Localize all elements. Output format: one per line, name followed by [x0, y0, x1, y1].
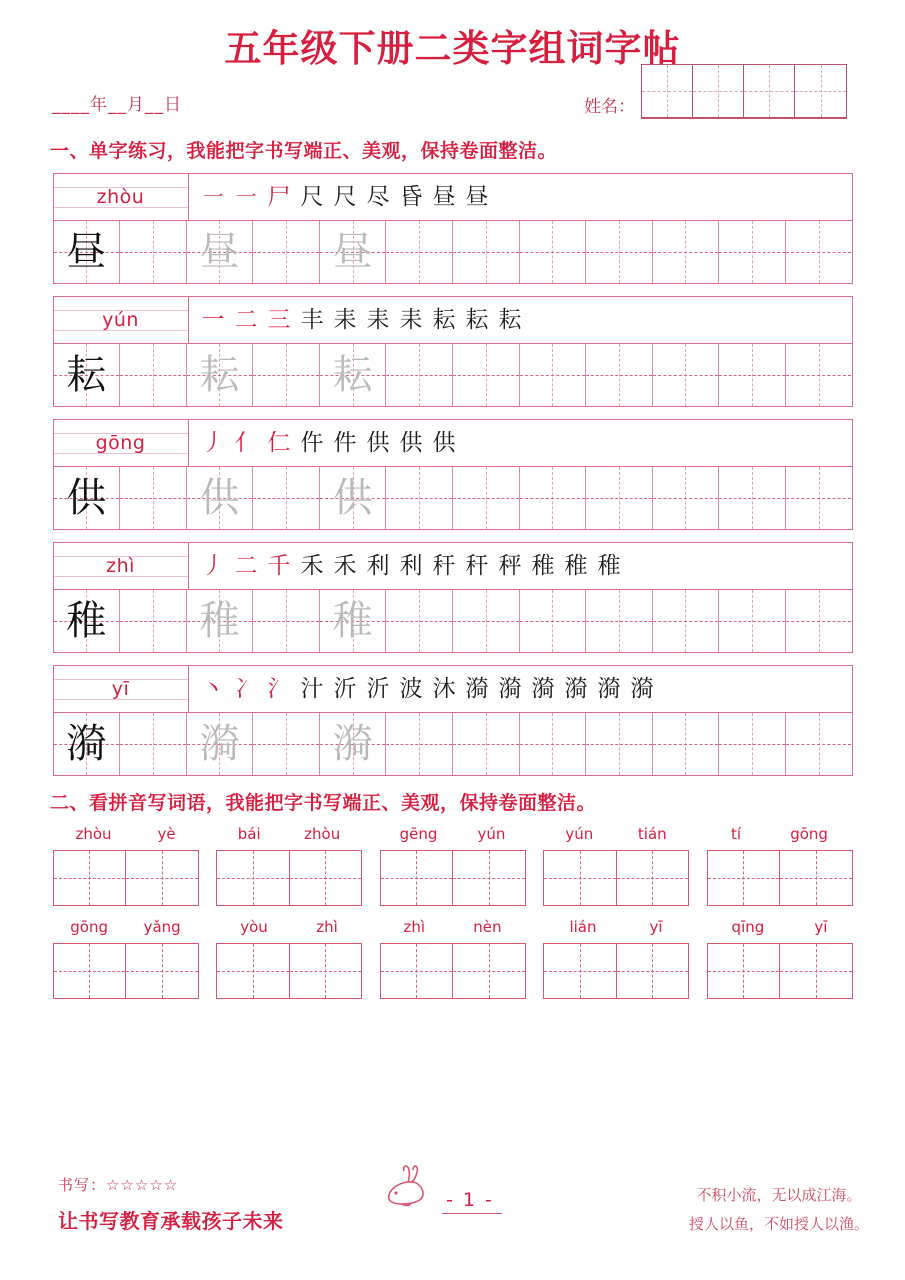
model-character: 漪: [66, 721, 107, 767]
practice-cell[interactable]: [786, 221, 852, 283]
practice-cell[interactable]: [653, 713, 720, 775]
footer: [0, 1152, 905, 1262]
practice-cell[interactable]: [187, 344, 254, 406]
practice-cell[interactable]: [586, 221, 653, 283]
practice-cell[interactable]: [719, 713, 786, 775]
model-character: 耘: [66, 352, 107, 398]
practice-cell[interactable]: [453, 467, 520, 529]
stroke-step: 漪: [498, 675, 522, 702]
practice-grid: [54, 590, 852, 652]
word-boxes: [53, 850, 199, 906]
stroke-step: 一: [201, 306, 225, 333]
pinyin-syllable: yī: [649, 918, 663, 936]
date-line: ____年__月__日: [52, 95, 182, 115]
stroke-step: 利: [399, 552, 423, 579]
stroke-step: 漪: [630, 675, 654, 702]
stroke-step: 沂: [366, 675, 390, 702]
footer-slogan: 让书写教育承载孩子未来: [58, 1209, 284, 1233]
practice-cell[interactable]: [586, 713, 653, 775]
pinyin-syllable: gōng: [70, 918, 109, 936]
practice-cell[interactable]: [586, 590, 653, 652]
stroke-step: 尺: [333, 183, 357, 210]
section-heading-1: 一、单字练习，我能把字书写端正、美观，保持卷面整洁。: [50, 140, 558, 162]
practice-cell[interactable]: [719, 590, 786, 652]
trace-character: 漪: [199, 721, 240, 767]
rating-label: 书写：: [58, 1176, 107, 1194]
handwriting-rating[interactable]: [58, 1174, 284, 1195]
trace-character: 供: [332, 475, 373, 521]
stroke-step: 昏: [399, 183, 423, 210]
word-group: [707, 825, 853, 906]
stroke-step: 尸: [267, 183, 291, 210]
practice-cell[interactable]: [120, 344, 187, 406]
stroke-step: 稚: [597, 552, 621, 579]
model-character: 稚: [66, 598, 107, 644]
char-practice-block: [53, 542, 853, 653]
practice-cell[interactable]: [253, 221, 320, 283]
word-cell[interactable]: [54, 851, 127, 905]
stroke-step: 稚: [564, 552, 588, 579]
practice-cell[interactable]: [120, 467, 187, 529]
pinyin-cell: [54, 543, 189, 589]
stroke-step: 禾: [300, 552, 324, 579]
stroke-step: 二: [234, 552, 258, 579]
practice-cell[interactable]: [253, 713, 320, 775]
practice-cell[interactable]: [320, 221, 387, 283]
page-number: - 1 -: [442, 1189, 502, 1214]
word-practice-rows: [53, 825, 853, 999]
page-title: 五年级下册二类字组词字帖: [224, 27, 681, 70]
word-cell[interactable]: [217, 944, 290, 998]
practice-cell[interactable]: [786, 713, 852, 775]
word-boxes: [53, 943, 199, 999]
practice-cell[interactable]: [54, 344, 121, 406]
practice-cell[interactable]: [187, 467, 254, 529]
word-pinyin: [380, 825, 526, 845]
stroke-order-row: [54, 174, 852, 221]
word-cell[interactable]: [617, 944, 689, 998]
practice-cell[interactable]: [653, 344, 720, 406]
practice-cell[interactable]: [719, 221, 786, 283]
name-field-wrap: [584, 64, 847, 119]
pinyin-syllable: qīng: [731, 918, 765, 936]
practice-cell[interactable]: [586, 344, 653, 406]
practice-cell[interactable]: [54, 221, 121, 283]
stroke-step: 昼: [432, 183, 456, 210]
pinyin-text: zhì: [106, 555, 135, 577]
stroke-step: 漪: [531, 675, 555, 702]
word-cell[interactable]: [544, 944, 617, 998]
pinyin-syllable: tí: [731, 825, 742, 843]
practice-cell[interactable]: [520, 713, 587, 775]
practice-cell[interactable]: [54, 713, 121, 775]
char-practice-block: [53, 665, 853, 776]
stroke-step: 秤: [498, 552, 522, 579]
stroke-step: 丶: [201, 675, 225, 702]
practice-cell[interactable]: [320, 713, 387, 775]
practice-cell[interactable]: [386, 590, 453, 652]
word-pinyin: [380, 918, 526, 938]
practice-cell[interactable]: [253, 344, 320, 406]
practice-grid: [54, 221, 852, 283]
word-cell[interactable]: [126, 851, 198, 905]
word-group: [53, 918, 199, 999]
practice-cell[interactable]: [586, 467, 653, 529]
stroke-step: 件: [333, 429, 357, 456]
stroke-step: 沐: [432, 675, 456, 702]
pinyin-syllable: zhòu: [304, 825, 341, 843]
practice-cell[interactable]: [386, 344, 453, 406]
char-practice-blocks: [0, 173, 905, 776]
name-cell[interactable]: [744, 65, 795, 117]
pinyin-syllable: gēng: [399, 825, 438, 843]
stroke-step: 供: [399, 429, 423, 456]
practice-cell[interactable]: [520, 221, 587, 283]
practice-cell[interactable]: [120, 221, 187, 283]
word-boxes: [543, 850, 689, 906]
word-cell[interactable]: [453, 944, 525, 998]
word-cell[interactable]: [217, 851, 290, 905]
practice-cell[interactable]: [786, 590, 852, 652]
practice-cell[interactable]: [386, 467, 453, 529]
practice-cell[interactable]: [653, 590, 720, 652]
stroke-order-row: [54, 420, 852, 467]
practice-cell[interactable]: [719, 467, 786, 529]
pinyin-syllable: yǎng: [143, 918, 181, 936]
stroke-steps: [189, 543, 852, 589]
stroke-step: ㇐: [234, 183, 258, 210]
practice-cell[interactable]: [520, 344, 587, 406]
word-pinyin: [543, 918, 689, 938]
word-cell[interactable]: [708, 851, 781, 905]
word-boxes: [380, 943, 526, 999]
word-row: [53, 825, 853, 906]
stroke-step: 稚: [531, 552, 555, 579]
quote-line-2: 授人以鱼，不如授人以渔。: [688, 1214, 869, 1233]
practice-cell[interactable]: [187, 713, 254, 775]
stroke-steps: [189, 420, 852, 466]
word-row: [53, 918, 853, 999]
practice-grid: [54, 344, 852, 406]
trace-character: 供: [199, 475, 240, 521]
stroke-step: 昼: [465, 183, 489, 210]
stroke-step: 耒: [333, 306, 357, 333]
rating-stars[interactable]: ☆☆☆☆☆: [106, 1176, 179, 1194]
model-character: 昼: [66, 229, 107, 275]
pinyin-syllable: yún: [565, 825, 594, 843]
practice-cell[interactable]: [187, 590, 254, 652]
name-grid[interactable]: [641, 64, 847, 119]
word-cell[interactable]: [453, 851, 525, 905]
word-cell[interactable]: [54, 944, 127, 998]
word-boxes: [216, 943, 362, 999]
trace-character: 耘: [199, 352, 240, 398]
stroke-step: 耘: [465, 306, 489, 333]
practice-cell[interactable]: [520, 590, 587, 652]
char-practice-block: [53, 419, 853, 530]
practice-cell[interactable]: [54, 467, 121, 529]
practice-cell[interactable]: [520, 467, 587, 529]
practice-cell[interactable]: [653, 467, 720, 529]
word-pinyin: [216, 918, 362, 938]
model-character: 供: [66, 475, 107, 521]
header-row: [0, 64, 905, 126]
stroke-step: 供: [366, 429, 390, 456]
stroke-order-row: [54, 297, 852, 344]
pinyin-syllable: zhòu: [75, 825, 112, 843]
stroke-step: 三: [267, 306, 291, 333]
stroke-step: 耒: [399, 306, 423, 333]
practice-cell[interactable]: [719, 344, 786, 406]
word-pinyin: [216, 825, 362, 845]
word-cell[interactable]: [381, 851, 454, 905]
stroke-step: 秆: [465, 552, 489, 579]
word-cell[interactable]: [780, 944, 852, 998]
stroke-step: 耘: [498, 306, 522, 333]
footer-quotes: [689, 1181, 869, 1238]
name-cell[interactable]: [642, 65, 693, 117]
rabbit-icon: [382, 1163, 442, 1214]
word-cell[interactable]: [290, 944, 362, 998]
word-cell[interactable]: [126, 944, 198, 998]
section-heading-2: 二、看拼音写词语，我能把字书写端正、美观，保持卷面整洁。: [50, 792, 597, 814]
stroke-step: 漪: [564, 675, 588, 702]
practice-cell[interactable]: [786, 344, 852, 406]
pinyin-syllable: nèn: [473, 918, 502, 936]
stroke-step: 仵: [300, 429, 324, 456]
practice-cell[interactable]: [320, 467, 387, 529]
pinyin-text: yī: [111, 678, 130, 700]
pinyin-cell: [54, 174, 189, 220]
pinyin-syllable: yī: [814, 918, 828, 936]
stroke-steps: [189, 297, 852, 343]
word-boxes: [543, 943, 689, 999]
stroke-step: 丿: [201, 552, 225, 579]
word-cell[interactable]: [544, 851, 617, 905]
char-practice-block: [53, 296, 853, 407]
footer-left: [58, 1174, 284, 1234]
stroke-step: 波: [399, 675, 423, 702]
stroke-step: 丿: [201, 429, 225, 456]
stroke-step: 尽: [366, 183, 390, 210]
footer-center: [382, 1163, 502, 1214]
word-group: [543, 918, 689, 999]
stroke-step: 冫: [234, 675, 258, 702]
word-pinyin: [53, 825, 199, 845]
word-boxes: [216, 850, 362, 906]
trace-character: 昼: [332, 229, 373, 275]
stroke-step: 耒: [366, 306, 390, 333]
practice-cell[interactable]: [453, 590, 520, 652]
word-boxes: [707, 850, 853, 906]
stroke-step: 漪: [597, 675, 621, 702]
trace-character: 昼: [199, 229, 240, 275]
practice-cell[interactable]: [653, 221, 720, 283]
pinyin-syllable: tián: [637, 825, 667, 843]
word-pinyin: [53, 918, 199, 938]
word-pinyin: [707, 825, 853, 845]
pinyin-syllable: gōng: [790, 825, 828, 843]
pinyin-syllable: zhì: [403, 918, 426, 936]
stroke-step: 千: [267, 552, 291, 579]
pinyin-syllable: yún: [477, 825, 506, 843]
word-group: [380, 918, 526, 999]
pinyin-syllable: bái: [237, 825, 261, 843]
pinyin-text: yún: [102, 309, 139, 331]
pinyin-syllable: zhì: [316, 918, 338, 936]
stroke-step: 汁: [300, 675, 324, 702]
word-cell[interactable]: [617, 851, 689, 905]
stroke-step: 供: [432, 429, 456, 456]
practice-cell[interactable]: [320, 344, 387, 406]
stroke-step: 仁: [267, 429, 291, 456]
stroke-step: 利: [366, 552, 390, 579]
practice-grid: [54, 713, 852, 775]
stroke-steps: [189, 174, 852, 220]
name-label: 姓名：: [584, 97, 635, 117]
practice-cell[interactable]: [253, 590, 320, 652]
practice-cell[interactable]: [386, 713, 453, 775]
trace-character: 稚: [199, 598, 240, 644]
pinyin-cell: [54, 420, 189, 466]
practice-cell[interactable]: [786, 467, 852, 529]
word-group: [53, 825, 199, 906]
pinyin-text: gōng: [95, 432, 146, 454]
word-cell[interactable]: [708, 944, 781, 998]
word-pinyin: [543, 825, 689, 845]
stroke-step: 沂: [333, 675, 357, 702]
stroke-step: 丰: [300, 306, 324, 333]
pinyin-syllable: yòu: [240, 918, 268, 936]
name-cell[interactable]: [693, 65, 744, 117]
stroke-order-row: [54, 666, 852, 713]
char-practice-block: [53, 173, 853, 284]
stroke-step: 氵: [267, 675, 291, 702]
practice-cell[interactable]: [120, 590, 187, 652]
trace-character: 耘: [332, 352, 373, 398]
word-group: [216, 918, 362, 999]
word-cell[interactable]: [290, 851, 362, 905]
practice-cell[interactable]: [187, 221, 254, 283]
word-cell[interactable]: [381, 944, 454, 998]
word-group: [216, 825, 362, 906]
stroke-step: 禾: [333, 552, 357, 579]
name-cell[interactable]: [795, 65, 846, 117]
pinyin-syllable: lián: [569, 918, 597, 936]
stroke-step: 耘: [432, 306, 456, 333]
word-group: [380, 825, 526, 906]
pinyin-cell: [54, 297, 189, 343]
practice-cell[interactable]: [120, 713, 187, 775]
stroke-step: 秆: [432, 552, 456, 579]
pinyin-syllable: yè: [157, 825, 176, 843]
stroke-step: 尺: [300, 183, 324, 210]
practice-cell[interactable]: [386, 221, 453, 283]
stroke-step: 漪: [465, 675, 489, 702]
trace-character: 漪: [332, 721, 373, 767]
practice-cell[interactable]: [453, 344, 520, 406]
word-boxes: [707, 943, 853, 999]
word-boxes: [380, 850, 526, 906]
pinyin-text: zhòu: [96, 186, 145, 208]
stroke-steps: [189, 666, 852, 712]
quote-line-1: 不积小流，无以成江海。: [696, 1186, 862, 1204]
word-cell[interactable]: [780, 851, 852, 905]
word-group: [543, 825, 689, 906]
practice-cell[interactable]: [54, 590, 121, 652]
stroke-order-row: [54, 543, 852, 590]
word-group: [707, 918, 853, 999]
practice-cell[interactable]: [453, 713, 520, 775]
practice-cell[interactable]: [320, 590, 387, 652]
practice-cell[interactable]: [253, 467, 320, 529]
stroke-step: 亻: [234, 429, 258, 456]
pinyin-cell: [54, 666, 189, 712]
word-pinyin: [707, 918, 853, 938]
practice-cell[interactable]: [453, 221, 520, 283]
trace-character: 稚: [332, 598, 373, 644]
stroke-step: 二: [234, 306, 258, 333]
practice-grid: [54, 467, 852, 529]
stroke-step: ㇐: [201, 183, 225, 210]
